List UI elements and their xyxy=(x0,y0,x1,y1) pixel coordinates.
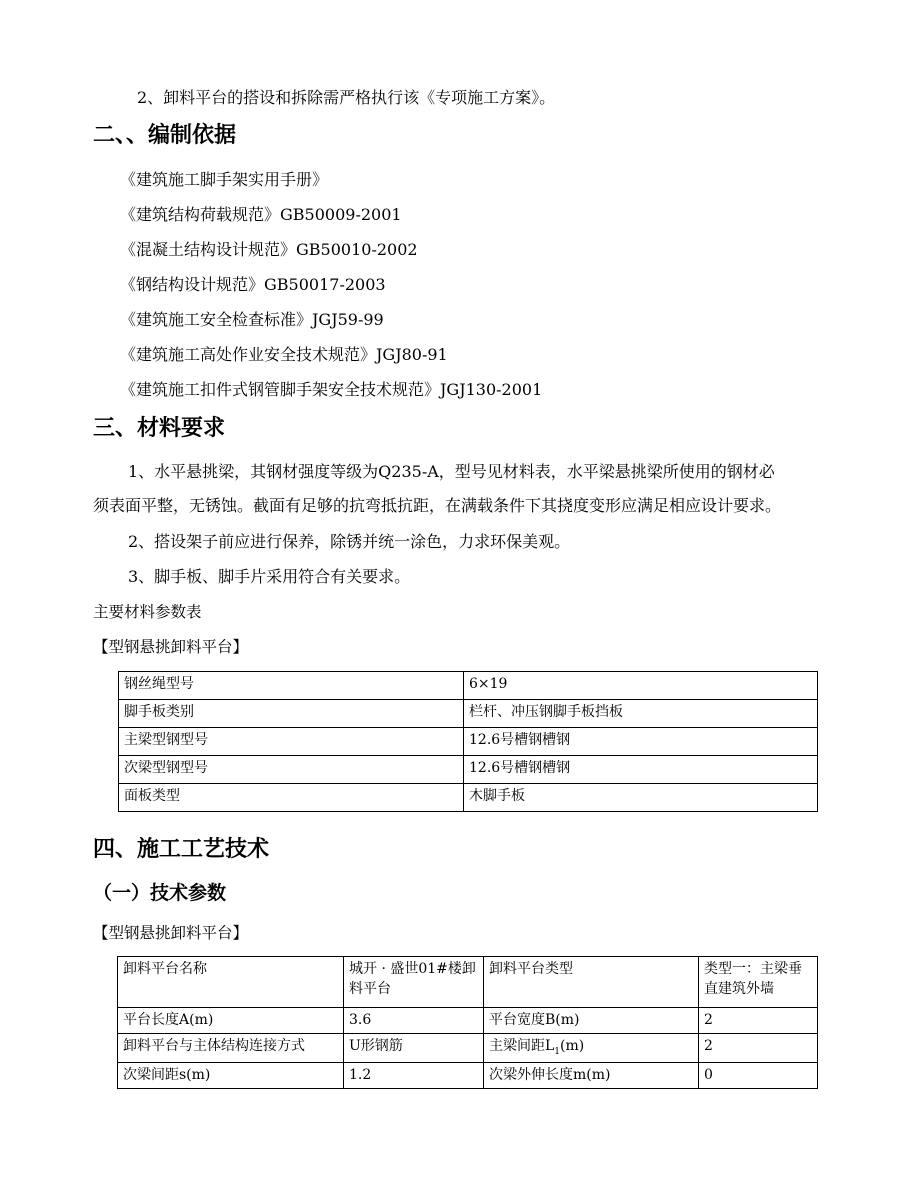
material-paragraph-1-line-2: 须表面平整，无锈蚀。截面有足够的抗弯抵抗距，在满载条件下其挠度变形应满足相应设计要求。 xyxy=(93,496,782,515)
table-row xyxy=(118,957,818,1008)
table-cell-label: 次梁型钢型号 xyxy=(119,756,464,784)
table-cell-value: 1.2 xyxy=(344,1062,484,1088)
table-cell-value: 12.6号槽钢槽钢 xyxy=(464,728,818,756)
material-paragraph-3: 3、脚手板、脚手片采用符合有关要求。 xyxy=(128,567,411,586)
table-cell-label: 钢丝绳型号 xyxy=(119,672,464,700)
material-parameter-table xyxy=(118,671,818,812)
table-cell-label: 卸料平台名称 xyxy=(118,957,344,1008)
table-cell-label: 平台宽度B(m) xyxy=(484,1008,699,1034)
section1-item-2: 2、卸料平台的搭设和拆除需严格执行该《专项施工方案》。 xyxy=(137,88,556,107)
table-row xyxy=(118,1062,818,1088)
subscript: 1 xyxy=(554,1046,561,1057)
reference-item: 《混凝土结构设计规范》GB50010-2002 xyxy=(120,240,418,259)
table-row xyxy=(119,784,818,812)
section3-heading: 三、材料要求 xyxy=(93,416,226,441)
table-row xyxy=(119,728,818,756)
table-cell-value: 2 xyxy=(699,1008,818,1034)
table-cell-label xyxy=(484,1034,699,1063)
table-cell-label: 卸料平台类型 xyxy=(484,957,699,1008)
table-row xyxy=(119,756,818,784)
reference-item: 《建筑施工脚手架实用手册》 xyxy=(120,170,329,189)
table-row xyxy=(119,700,818,728)
table-row xyxy=(118,1034,818,1063)
section4-subheading: （一）技术参数 xyxy=(93,882,227,904)
table-cell-label: 次梁外伸长度m(m) xyxy=(484,1062,699,1088)
table-cell-value: 2 xyxy=(699,1034,818,1063)
section4-heading: 四、施工工艺技术 xyxy=(93,837,270,862)
reference-item: 《钢结构设计规范》GB50017-2003 xyxy=(120,275,386,294)
table-cell-value: 栏杆、冲压钢脚手板挡板 xyxy=(464,700,818,728)
table-cell-value: 木脚手板 xyxy=(464,784,818,812)
material-paragraph-1-line-1: 1、水平悬挑梁，其钢材强度等级为Q235-A，型号见材料表，水平梁悬挑梁所使用的钢材必 xyxy=(128,462,775,481)
cell-text-suffix: (m) xyxy=(560,1038,585,1054)
material-paragraph-2: 2、搭设架子前应进行保养，除锈并统一涂色，力求环保美观。 xyxy=(128,532,571,551)
table-cell-label: 平台长度A(m) xyxy=(118,1008,344,1034)
table-cell-label: 次梁间距s(m) xyxy=(118,1062,344,1088)
table-cell-value: U形钢筋 xyxy=(344,1034,484,1063)
section2-heading: 二、、编制依据 xyxy=(93,123,237,148)
technical-parameter-table xyxy=(117,956,818,1089)
table-cell-value: 12.6号槽钢槽钢 xyxy=(464,756,818,784)
table-cell-value: 城开 · 盛世01#楼卸料平台 xyxy=(344,957,484,1008)
table-cell-label: 主梁型钢型号 xyxy=(119,728,464,756)
reference-item: 《建筑施工安全检查标准》JGJ59-99 xyxy=(120,310,384,329)
table-row xyxy=(118,1008,818,1034)
table-cell-value: 类型一：主梁垂直建筑外墙 xyxy=(699,957,818,1008)
technical-table-title: 【型钢悬挑卸料平台】 xyxy=(93,924,249,942)
material-table-caption: 主要材料参数表 xyxy=(93,603,202,621)
table-cell-label: 卸料平台与主体结构连接方式 xyxy=(118,1034,344,1063)
reference-item: 《建筑施工扣件式钢管脚手架安全技术规范》JGJ130-2001 xyxy=(120,380,543,399)
reference-item: 《建筑施工高处作业安全技术规范》JGJ80-91 xyxy=(120,345,448,364)
table-cell-value: 0 xyxy=(699,1062,818,1088)
table-cell-value: 3.6 xyxy=(344,1008,484,1034)
material-table-title: 【型钢悬挑卸料平台】 xyxy=(93,638,249,656)
reference-item: 《建筑结构荷载规范》GB50009-2001 xyxy=(120,205,402,224)
table-cell-label: 脚手板类别 xyxy=(119,700,464,728)
cell-text: 主梁间距L xyxy=(489,1038,555,1054)
table-cell-label: 面板类型 xyxy=(119,784,464,812)
table-row xyxy=(119,672,818,700)
table-cell-value: 6×19 xyxy=(464,672,818,700)
